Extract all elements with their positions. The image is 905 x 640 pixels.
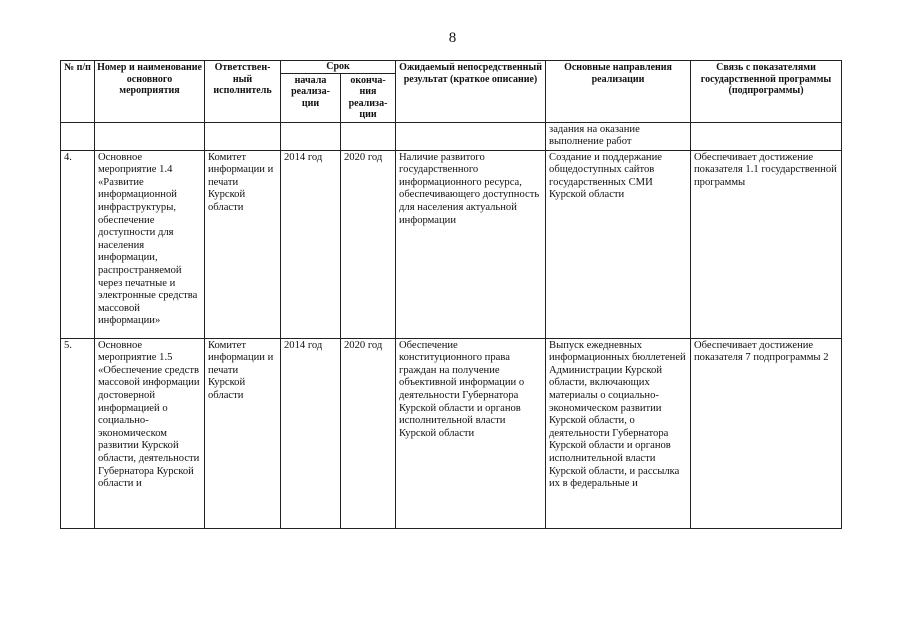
cell-result: Наличие развитого государственного информационного ресурса, обеспечивающего доступность для населения актуальной информации: [396, 150, 546, 338]
measures-table: [60, 60, 842, 529]
cell-directions: задания на оказание выполнение работ: [546, 122, 691, 150]
page-number: 8: [448, 30, 457, 46]
cell-indicators: [691, 122, 842, 150]
cell-directions: Создание и поддержание общедоступных сайтов государственных СМИ Курской области: [546, 150, 691, 338]
cell-executor: Комитет информации и печати Курской области: [205, 338, 281, 528]
header-indicators: Связь с показателями государственной программы (подпрограммы): [691, 61, 842, 123]
cell-start: 2014 год: [281, 338, 341, 528]
header-num: № п/п: [61, 61, 95, 123]
cell-executor: [205, 122, 281, 150]
cell-start: [281, 122, 341, 150]
header-executor: Ответствен-ный исполнитель: [205, 61, 281, 123]
header-row: [61, 61, 842, 74]
cell-indicators: Обеспечивает достижение показателя 1.1 государственной программы: [691, 150, 842, 338]
cell-num: 5.: [61, 338, 95, 528]
header-directions: Основные направления реализации: [546, 61, 691, 123]
cell-end: 2020 год: [341, 150, 396, 338]
cell-name: Основное мероприятие 1.5 «Обеспечение средств массовой информации достоверной информацией о социально-экономическом развитии Курской области, деятельности Губернатора Курской области и: [95, 338, 205, 528]
cell-num: 4.: [61, 150, 95, 338]
cell-executor: Комитет информации и печати Курской области: [205, 150, 281, 338]
cell-start: 2014 год: [281, 150, 341, 338]
cell-result: [396, 122, 546, 150]
header-term: Срок: [281, 61, 396, 74]
table-row: [61, 338, 842, 528]
header-name: Номер и наименование основного мероприятия: [95, 61, 205, 123]
cell-result: Обеспечение конституционного права граждан на получение объективной информации о деятельности Губернатора Курской области и органов исполнительной власти Курской области: [396, 338, 546, 528]
header-end: оконча-ния реализа-ции: [341, 73, 396, 122]
cell-name: Основное мероприятие 1.4 «Развитие информационной инфраструктуры, обеспечение доступности для населения информации, распространяемой через печатные и электронные средства массовой информации»: [95, 150, 205, 338]
cell-indicators: Обеспечивает достижение показателя 7 подпрограммы 2: [691, 338, 842, 528]
header-result: Ожидаемый непосредственный результат (краткое описание): [396, 61, 546, 123]
cell-end: 2020 год: [341, 338, 396, 528]
cell-num: [61, 122, 95, 150]
table-row: [61, 150, 842, 338]
cell-end: [341, 122, 396, 150]
cell-directions: Выпуск ежедневных информационных бюллетеней Администрации Курской области, включающих материалы о социально-экономическом развитии Курской области, о деятельности Губернатора Курской области и органов исполнительной власти Курской области, и рассылка их в федеральные и: [546, 338, 691, 528]
header-start: начала реализа-ции: [281, 73, 341, 122]
table-row-continuation: [61, 122, 842, 150]
cell-name: [95, 122, 205, 150]
